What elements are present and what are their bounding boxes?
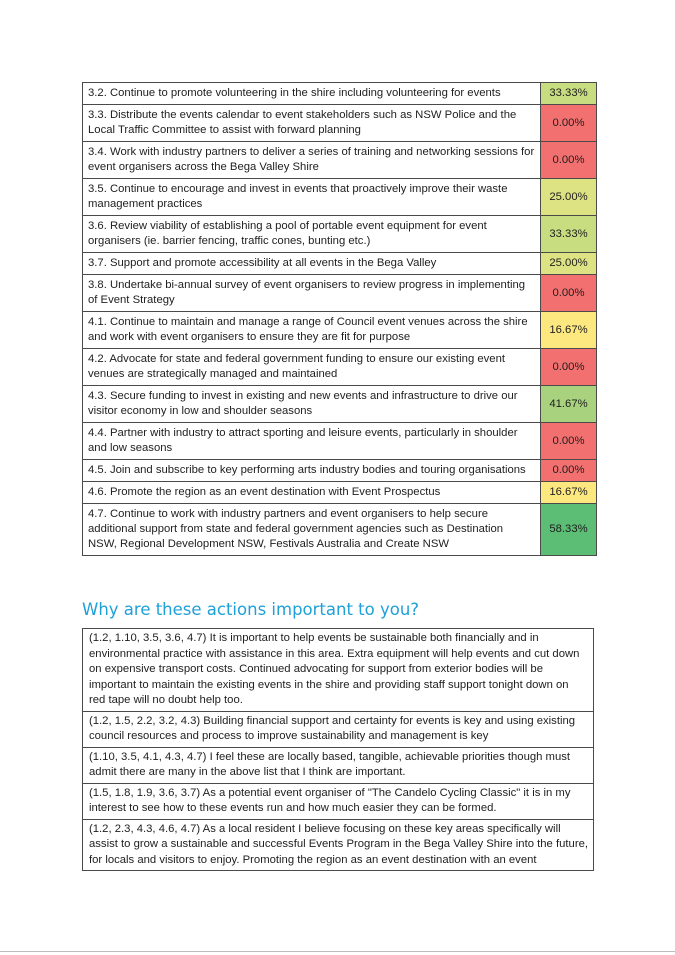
action-row bbox=[83, 504, 597, 556]
action-row bbox=[83, 83, 597, 105]
comment-row bbox=[83, 711, 594, 747]
section-heading: Why are these actions important to you? bbox=[82, 600, 420, 619]
action-description: 4.2. Advocate for state and federal government funding to ensure our existing event venues are strategically managed and maintained bbox=[83, 349, 541, 386]
action-description: 4.4. Partner with industry to attract sporting and leisure events, particularly in shoulder and low seasons bbox=[83, 423, 541, 460]
action-percentage: 16.67% bbox=[541, 482, 597, 504]
action-description: 3.3. Distribute the events calendar to event stakeholders such as NSW Police and the Local Traffic Committee to assist with forward planning bbox=[83, 105, 541, 142]
action-row bbox=[83, 105, 597, 142]
comment-text bbox=[83, 819, 594, 870]
comment-text: (1.10, 3.5, 4.1, 4.3, 4.7) I feel these are locally based, tangible, achievable priorities though must admit there are many in the above list that I think are important. bbox=[83, 747, 594, 783]
actions-table bbox=[82, 82, 597, 556]
action-percentage: 0.00% bbox=[541, 423, 597, 460]
action-row bbox=[83, 253, 597, 275]
action-percentage: 16.67% bbox=[541, 312, 597, 349]
action-description: 4.6. Promote the region as an event destination with Event Prospectus bbox=[83, 482, 541, 504]
action-row bbox=[83, 275, 597, 312]
action-description: 3.4. Work with industry partners to deliver a series of training and networking sessions for event organisers across the Bega Valley Shire bbox=[83, 142, 541, 179]
action-row bbox=[83, 349, 597, 386]
page-bottom-rule bbox=[0, 951, 675, 952]
action-percentage: 25.00% bbox=[541, 253, 597, 275]
action-row bbox=[83, 386, 597, 423]
action-percentage: 0.00% bbox=[541, 460, 597, 482]
action-description: 4.1. Continue to maintain and manage a range of Council event venues across the shire and work with event organisers to ensure they are fit for purpose bbox=[83, 312, 541, 349]
action-row bbox=[83, 482, 597, 504]
action-row bbox=[83, 460, 597, 482]
action-description: 3.5. Continue to encourage and invest in events that proactively improve their waste management practices bbox=[83, 179, 541, 216]
action-percentage: 33.33% bbox=[541, 216, 597, 253]
action-description: 3.6. Review viability of establishing a pool of portable event equipment for event organisers (ie. barrier fencing, traffic cones, bunting etc.) bbox=[83, 216, 541, 253]
action-percentage: 58.33% bbox=[541, 504, 597, 556]
action-percentage: 25.00% bbox=[541, 179, 597, 216]
comments-table-body bbox=[83, 629, 594, 871]
comment-row bbox=[83, 783, 594, 819]
actions-table-body bbox=[83, 83, 597, 556]
action-percentage: 0.00% bbox=[541, 105, 597, 142]
comment-row bbox=[83, 747, 594, 783]
action-percentage: 0.00% bbox=[541, 142, 597, 179]
action-description: 3.7. Support and promote accessibility at all events in the Bega Valley bbox=[83, 253, 541, 275]
comments-table bbox=[82, 628, 594, 871]
comment-row bbox=[83, 629, 594, 712]
action-description: 4.3. Secure funding to invest in existing and new events and infrastructure to drive our visitor economy in low and shoulder seasons bbox=[83, 386, 541, 423]
comment-text: (1.2, 1.5, 2.2, 3.2, 4.3) Building financial support and certainty for events is key and using existing council resources and process to improve sustainability and management is key bbox=[83, 711, 594, 747]
comment-text: (1.2, 1.10, 3.5, 3.6, 4.7) It is important to help events be sustainable both financially and in environmental practice with assistance in this area. Extra equipment will help events and cut down on expensive transport costs. Continued advocating for support from exterior bodies will be important to maintain the existing events in the shire and providing staff support tonight down on red tape will no doubt help too. bbox=[83, 629, 594, 712]
action-description: 3.8. Undertake bi-annual survey of event organisers to review progress in implementing of Event Strategy bbox=[83, 275, 541, 312]
action-percentage: 0.00% bbox=[541, 349, 597, 386]
action-description: 4.5. Join and subscribe to key performing arts industry bodies and touring organisations bbox=[83, 460, 541, 482]
action-row bbox=[83, 179, 597, 216]
action-row bbox=[83, 423, 597, 460]
comment-row bbox=[83, 819, 594, 870]
comment-text-clip: (1.2, 2.3, 4.3, 4.6, 4.7) As a local resident I believe focusing on these key areas specifically will assist to grow a sustainable and successful Events Program in the Bega Valley Shire into the future, for locals and visitors to enjoy. Promoting the region as an event destination with an event bbox=[89, 822, 588, 866]
action-percentage: 33.33% bbox=[541, 83, 597, 105]
action-description: 3.2. Continue to promote volunteering in the shire including volunteering for events bbox=[83, 83, 541, 105]
action-description: 4.7. Continue to work with industry partners and event organisers to help secure additional support from state and federal government agencies such as Destination NSW, Regional Development NSW, Festivals Australia and Create NSW bbox=[83, 504, 541, 556]
action-row bbox=[83, 142, 597, 179]
action-row bbox=[83, 312, 597, 349]
action-percentage: 41.67% bbox=[541, 386, 597, 423]
action-percentage: 0.00% bbox=[541, 275, 597, 312]
comment-text: (1.5, 1.8, 1.9, 3.6, 3.7) As a potential event organiser of "The Candelo Cycling Classic" it is in my interest to see how to these events run and how much easier they can be formed. bbox=[83, 783, 594, 819]
action-row bbox=[83, 216, 597, 253]
